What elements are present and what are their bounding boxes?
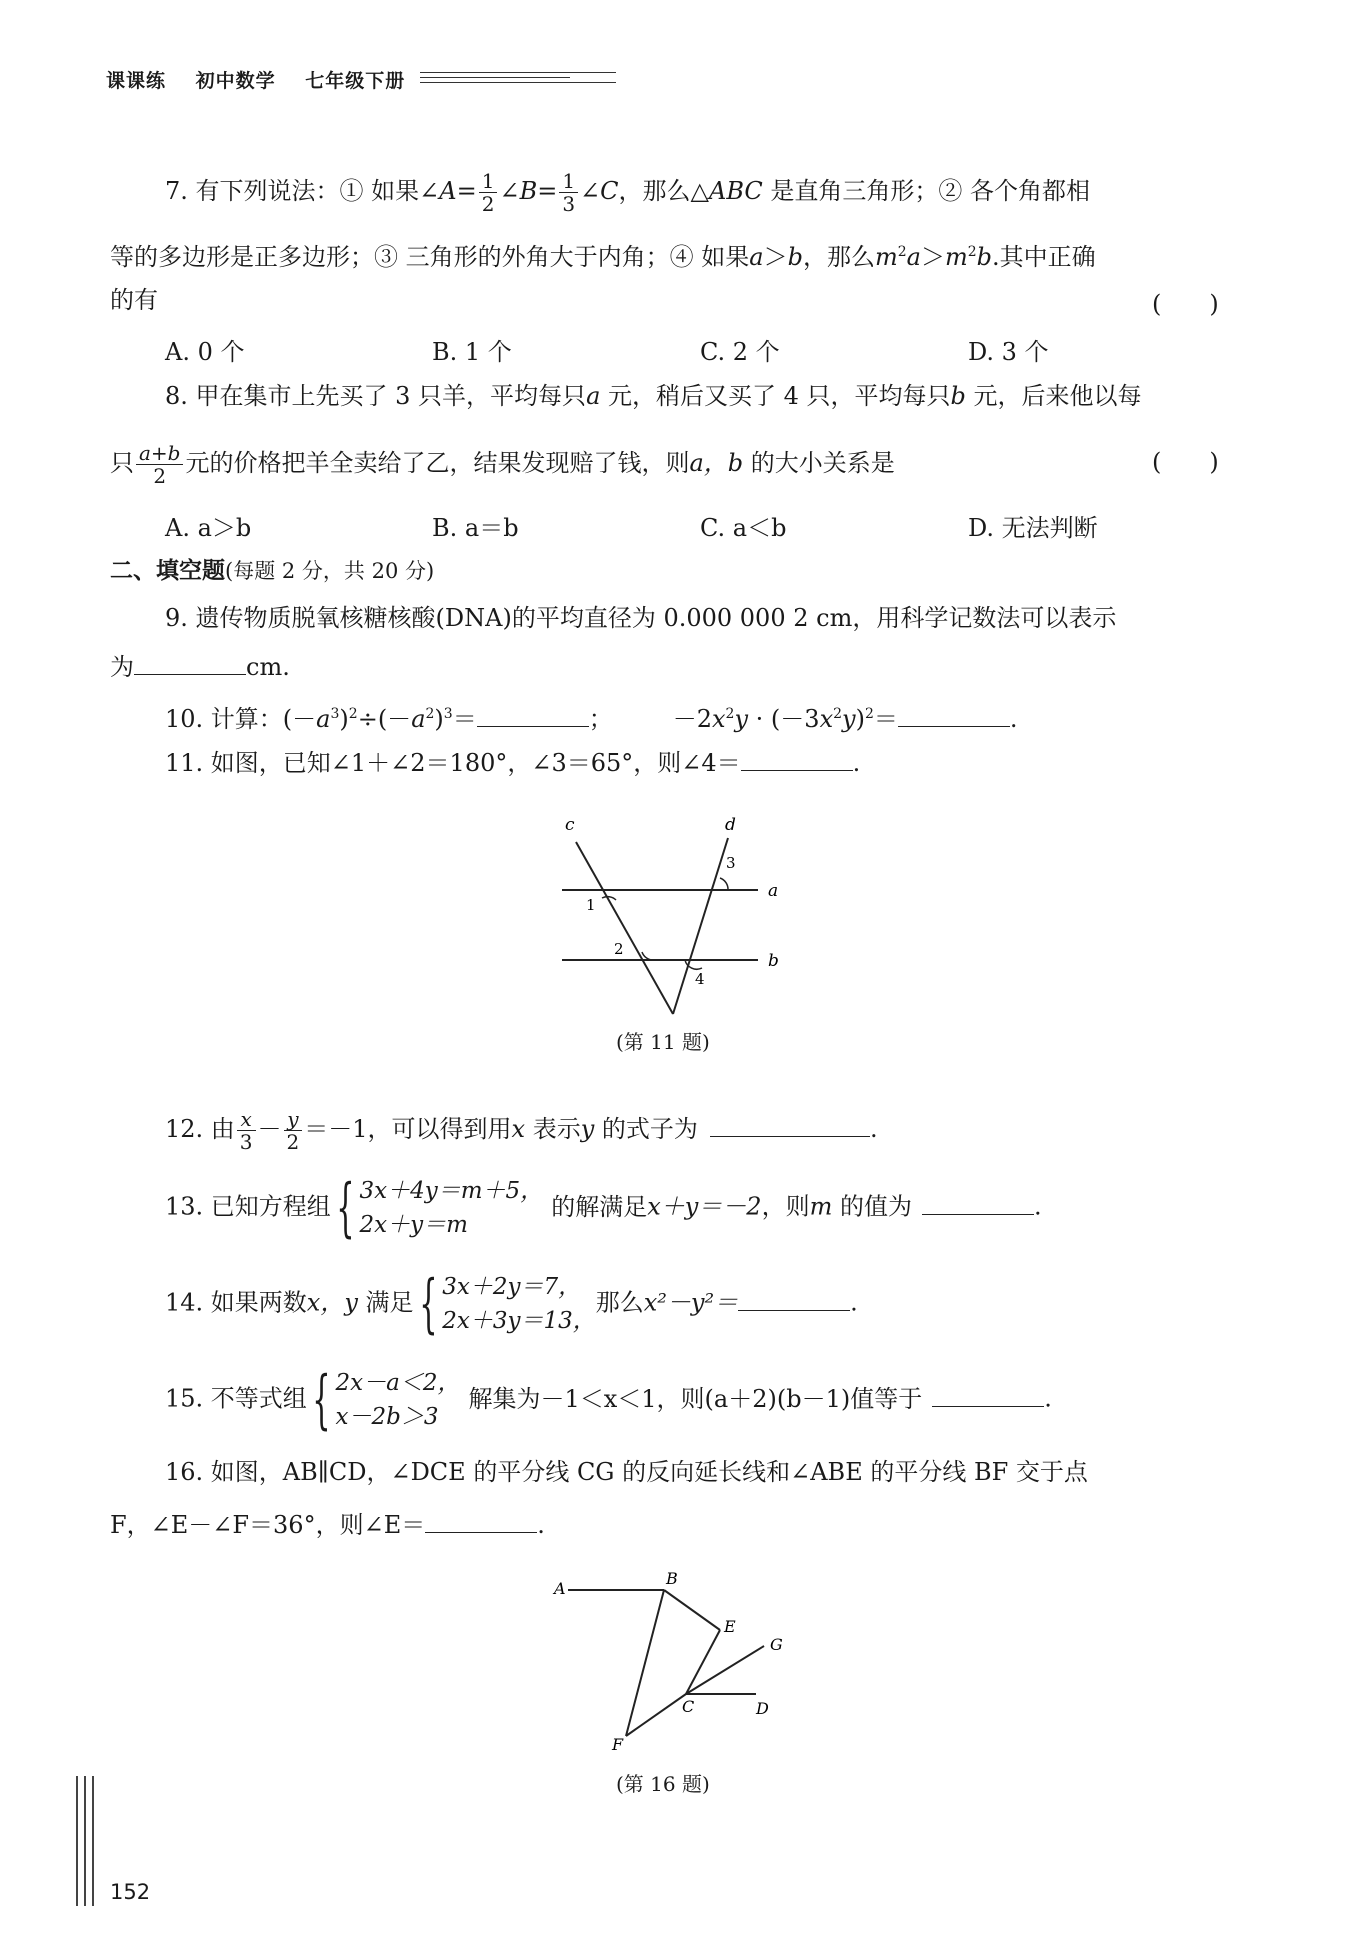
- q11-line: 11. 如图，已知∠1＋∠2＝180°，∠3＝65°，则∠4＝ .: [165, 746, 860, 779]
- fraction-half: $\frac{1}{2}$: [479, 170, 498, 215]
- q8-option-b: B. a＝b: [432, 514, 519, 542]
- q7-line2: 等的多边形是正多边形；③ 三角形的外角大于内角；④ 如果a＞b，那么$m^2a>m^2b$.其中正确: [110, 243, 1096, 271]
- header-series: 课课练: [106, 70, 167, 92]
- q9-line2: 为 cm.: [110, 650, 290, 683]
- label-G: G: [770, 1635, 783, 1654]
- q15-blank[interactable]: [932, 1382, 1044, 1407]
- q8-option-a: A. a＞b: [165, 514, 252, 542]
- q13-blank[interactable]: [922, 1190, 1034, 1215]
- q7-option-c: C. 2 个: [700, 338, 780, 366]
- q7-line1: 7. 有下列说法：① 如果∠A= $\frac{1}{2}$ ∠B= $\frac{1}{3}$ ∠C，那么△ABC 是直角三角形；② 各个角都相: [165, 169, 1091, 216]
- q13-line: 13. 已知方程组{ 3x＋4y＝m＋5， 2x＋y＝m 的解满足x＋y＝－2，则m 的值为 .: [165, 1171, 1042, 1245]
- q14-system: 3x＋2y＝7， 2x＋3y＝13，: [442, 1274, 596, 1334]
- q8-line1: 8. 甲在集市上先买了 3 只羊，平均每只a 元，稍后又买了 4 只，平均每只b 元，后来他以每: [165, 382, 1142, 410]
- q13-system: 3x＋4y＝m＋5， 2x＋y＝m: [359, 1178, 544, 1238]
- q12-blank[interactable]: [710, 1112, 870, 1137]
- q12-line: 12. 由 $\frac{x}{3}$ － $\frac{y}{2}$ ＝－1，可以得到用x 表示y 的式子为 .: [165, 1107, 878, 1154]
- label-3: 3: [726, 854, 736, 872]
- q8-option-d: D. 无法判断: [968, 514, 1098, 542]
- q7-answer-paren: ( ): [1152, 290, 1219, 318]
- q15-line: 15. 不等式组{ 2x－a＜2， x－2b＞3 解集为－1＜x＜1，则(a＋2)(b－1)值等于 .: [165, 1363, 1052, 1437]
- page-number: 152: [110, 1880, 151, 1904]
- q14-line: 14. 如果两数x，y 满足{ 3x＋2y＝7， 2x＋3y＝13， 那么x²－y²＝ .: [165, 1267, 858, 1341]
- q8-line2: 只 $\frac{a+b}{2}$ 元的价格把羊全卖给了乙，结果发现赔了钱，则a，b 的大小关系是: [110, 441, 895, 488]
- q8-answer-paren: ( ): [1152, 448, 1219, 476]
- header-rule: [420, 72, 616, 92]
- label-c: c: [565, 815, 575, 835]
- q11-caption: (第 11 题): [616, 1030, 710, 1054]
- fraction-y-over-2: $\frac{y}{2}$: [284, 1108, 303, 1153]
- q10-blank-2[interactable]: [898, 702, 1010, 727]
- header-subject: 初中数学: [195, 70, 276, 92]
- q7-option-d: D. 3 个: [968, 338, 1049, 366]
- running-header: [106, 66, 427, 93]
- q16-line2: F，∠E－∠F＝36°，则∠E＝ .: [110, 1508, 545, 1541]
- angle-2-arc: [642, 952, 652, 960]
- line-c: [576, 842, 673, 1014]
- label-F: F: [612, 1735, 624, 1754]
- margin-bars: [76, 1776, 98, 1906]
- fraction-a-plus-b-over-2: $\frac{a+b}{2}$: [136, 442, 183, 487]
- label-a: a: [768, 881, 779, 901]
- q7-line3: 的有: [110, 286, 158, 314]
- q7-option-b: B. 1 个: [432, 338, 512, 366]
- label-d: d: [725, 815, 736, 835]
- segment-BE: [664, 1590, 720, 1630]
- section-fill-in-blank: 二、填空题(每题 2 分，共 20 分): [110, 558, 435, 584]
- q7-option-a: A. 0 个: [165, 338, 245, 366]
- q10-blank-1[interactable]: [477, 702, 589, 727]
- angle-3-arc: [720, 878, 728, 890]
- label-C: C: [682, 1697, 695, 1716]
- label-D: D: [756, 1699, 769, 1718]
- q15-system: 2x－a＜2， x－2b＞3: [335, 1370, 461, 1430]
- q11-figure: [550, 812, 800, 1022]
- q16-caption: (第 16 题): [616, 1772, 710, 1796]
- label-1: 1: [586, 896, 596, 914]
- q9-blank[interactable]: [134, 650, 246, 675]
- q14-blank[interactable]: [738, 1286, 850, 1311]
- q16-blank[interactable]: [425, 1508, 537, 1533]
- q11-blank[interactable]: [741, 746, 853, 771]
- label-B: B: [666, 1570, 678, 1588]
- label-b: b: [768, 951, 779, 971]
- label-E: E: [724, 1617, 736, 1636]
- q16-line1: 16. 如图，AB∥CD，∠DCE 的平分线 CG 的反向延长线和∠ABE 的平分线 BF 交于点: [165, 1458, 1088, 1486]
- label-4: 4: [695, 970, 705, 988]
- q16-figure: [546, 1570, 806, 1756]
- header-grade: 七年级下册: [305, 70, 406, 92]
- label-2: 2: [614, 940, 624, 958]
- q10-line: 10. 计算：$(-a^3)^2\div(-a^2)^3=$ ； $-2x^2y \cdot (-3x^2y)^2=$ .: [165, 698, 1018, 735]
- fraction-third: $\frac{1}{3}$: [559, 170, 578, 215]
- label-A: A: [554, 1579, 566, 1598]
- fraction-x-over-3: $\frac{x}{3}$: [237, 1108, 256, 1153]
- q8-option-c: C. a＜b: [700, 514, 787, 542]
- q9-line1: 9. 遗传物质脱氧核糖核酸(DNA)的平均直径为 0.000 000 2 cm，用科学记数法可以表示: [165, 604, 1117, 632]
